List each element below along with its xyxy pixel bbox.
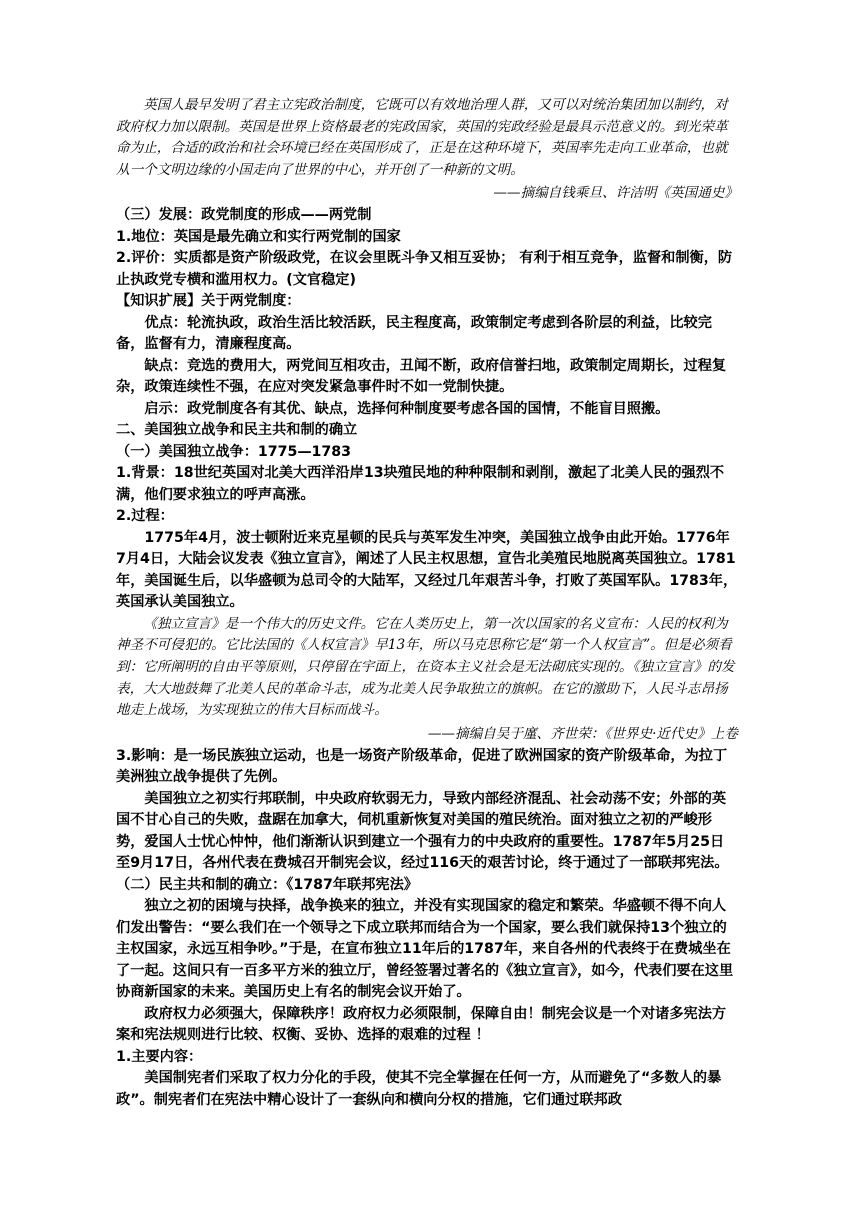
main-content-label: 1.主要内容： bbox=[116, 1048, 203, 1065]
independence-process: 1775年4月，波士顿附近来克星顿的民兵与英军发生冲突，美国独立战争由此开始。1776年7月4日，大陆会议发表《独立宣言》，阐述了人民主权思想，宣告北美殖民地脱离英国独立。1781年，美国诞生后，以华盛顿为总司令的大陆军，又经过几年艰苦斗争，打败了英国军队。1783年，英国承认美国独立。 bbox=[116, 529, 738, 611]
part-2-sub-1: （一）美国独立战争：1775—1783 bbox=[116, 443, 352, 460]
two-party-cons: 缺点：竞选的费用大，两党间互相攻击，丑闻不断，政府信誉扫地，政策制定周期长，过程复杂，政策连续性不强，在应对突发紧急事件时不如一党制快捷。 bbox=[116, 357, 727, 396]
power-paragraph: 政府权力必须强大，保障秩序！政府权力必须限制，保障自由！制宪会议是一个对诸多宪法方案和宪法规则进行比较、权衡、妥协、选择的艰难的过程 ！ bbox=[116, 1005, 727, 1044]
independence-impact: 3.影响：是一场民族独立运动，也是一场资产阶级革命，促进了欧洲国家的资产阶级革命，为拉丁美洲独立战争提供了先例。 bbox=[116, 747, 728, 786]
section-3-item-1: 1.地位：英国是最先确立和实行两党制的国家 bbox=[116, 228, 401, 245]
quote-britain: 英国人最早发明了君主立宪政治制度，它既可以有效地治理人群，又可以对统治集团加以制约，对政府权力加以限制。英国是世界上资格最老的宪政国家，英国的宪政经验是最具示范意义的。到光荣革命为止，合适的政治和社会环境已经在英国形成了，正是在这种环境下，英国率先走向工业革命，也就从一个文明边缘的小国走向了世界的中心，并开创了一种新的文明。 bbox=[116, 97, 728, 178]
dilemma-paragraph: 独立之初的困境与抉择，战争换来的独立，并没有实现国家的稳定和繁荣。华盛顿不得不向人们发出警告：“要么我们在一个领导之下成立联邦而结合为一个国家，要么我们就保持13个独立的主权国家，永远互相争吵。”于是，在宣布独立11年后的1787年，来自各州的代表终于在费城坐在了一起。这间只有一百多平方米的独立厅，曾经签署过著名的《独立宣言》，如今，代表们要在这里协商新国家的未来。美国历史上有名的制宪会议开始了。 bbox=[116, 898, 734, 1001]
two-party-insight: 启示：政党制度各有其优、缺点，选择何种制度要考虑各国的国情，不能盲目照搬。 bbox=[144, 400, 670, 417]
independence-background: 1.背景：18世纪英国对北美大西洋沿岸13块殖民地的种种限制和剥削，激起了北美人民的强烈不满，他们要求独立的呼声高涨。 bbox=[116, 465, 725, 503]
main-content-paragraph: 美国制宪者们采取了权力分化的手段，使其不完全掌握在任何一方，从而避免了“多数人的暴政”。制宪者们在宪法中精心设计了一套纵向和横向分权的措施，它们通过联邦政 bbox=[116, 1070, 722, 1108]
after-independence: 美国独立之初实行邦联制，中央政府软弱无力，导致内部经济混乱、社会动荡不安；外部的英国不甘心自己的失败，盘踞在加拿大，伺机重新恢复对美国的殖民统治。面对独立之初的严峻形势，爱国人士忧心忡忡，他们渐渐认识到建立一个强有力的中央政府的重要性。1787年5月25日至9月17日，各州代表在费城召开制宪会议，经过116天的艰苦讨论，终于通过了一部联邦宪法。 bbox=[116, 790, 729, 872]
quote-declaration-source: ——摘编自吴于廑、齐世荣：《世界史·近代史》上卷 bbox=[427, 725, 738, 742]
part-2-title: 二、美国独立战争和民主共和制的确立 bbox=[116, 422, 358, 439]
two-party-pros: 优点：轮流执政，政治生活比较活跃，民主程度高，政策制定考虑到各阶层的利益，比较完备，监督有力，清廉程度高。 bbox=[116, 314, 712, 353]
part-2-sub-2: （二）民主共和制的确立：《1787年联邦宪法》 bbox=[116, 876, 418, 893]
knowledge-extension-title: 【知识扩展】关于两党制度： bbox=[116, 293, 301, 310]
quote-britain-source: ——摘编自钱乘旦、许洁明《英国通史》 bbox=[493, 185, 738, 202]
section-3-title: （三）发展：政党制度的形成——两党制 bbox=[116, 207, 372, 224]
section-3-item-2: 2.评价：实质都是资产阶级政党，在议会里既斗争又相互妥协； 有利于相互竞争，监督和制衡，防止执政党专横和滥用权力。(文官稳定) bbox=[116, 250, 733, 288]
quote-declaration: 《独立宣言》是一个伟大的历史文件。它在人类历史上，第一次以国家的名义宣布：人民的权利为神圣不可侵犯的。它比法国的《人权宣言》早13年，所以马克思称它是“第一个人权宣言”。但是必须看到：它所阐明的自由平等原则，只停留在宇面上，在资本主义社会是无法砌底实现的。《独立宣言》的发表，大大地鼓舞了北美人民的革命斗志，成为北美人民争取独立的旗帜。在它的激助下，人民斗志昂扬地走上战场，为实现独立的伟大目标而战斗。 bbox=[116, 615, 735, 719]
independence-process-label: 2.过程： bbox=[116, 508, 174, 525]
document-page bbox=[116, 95, 738, 1111]
